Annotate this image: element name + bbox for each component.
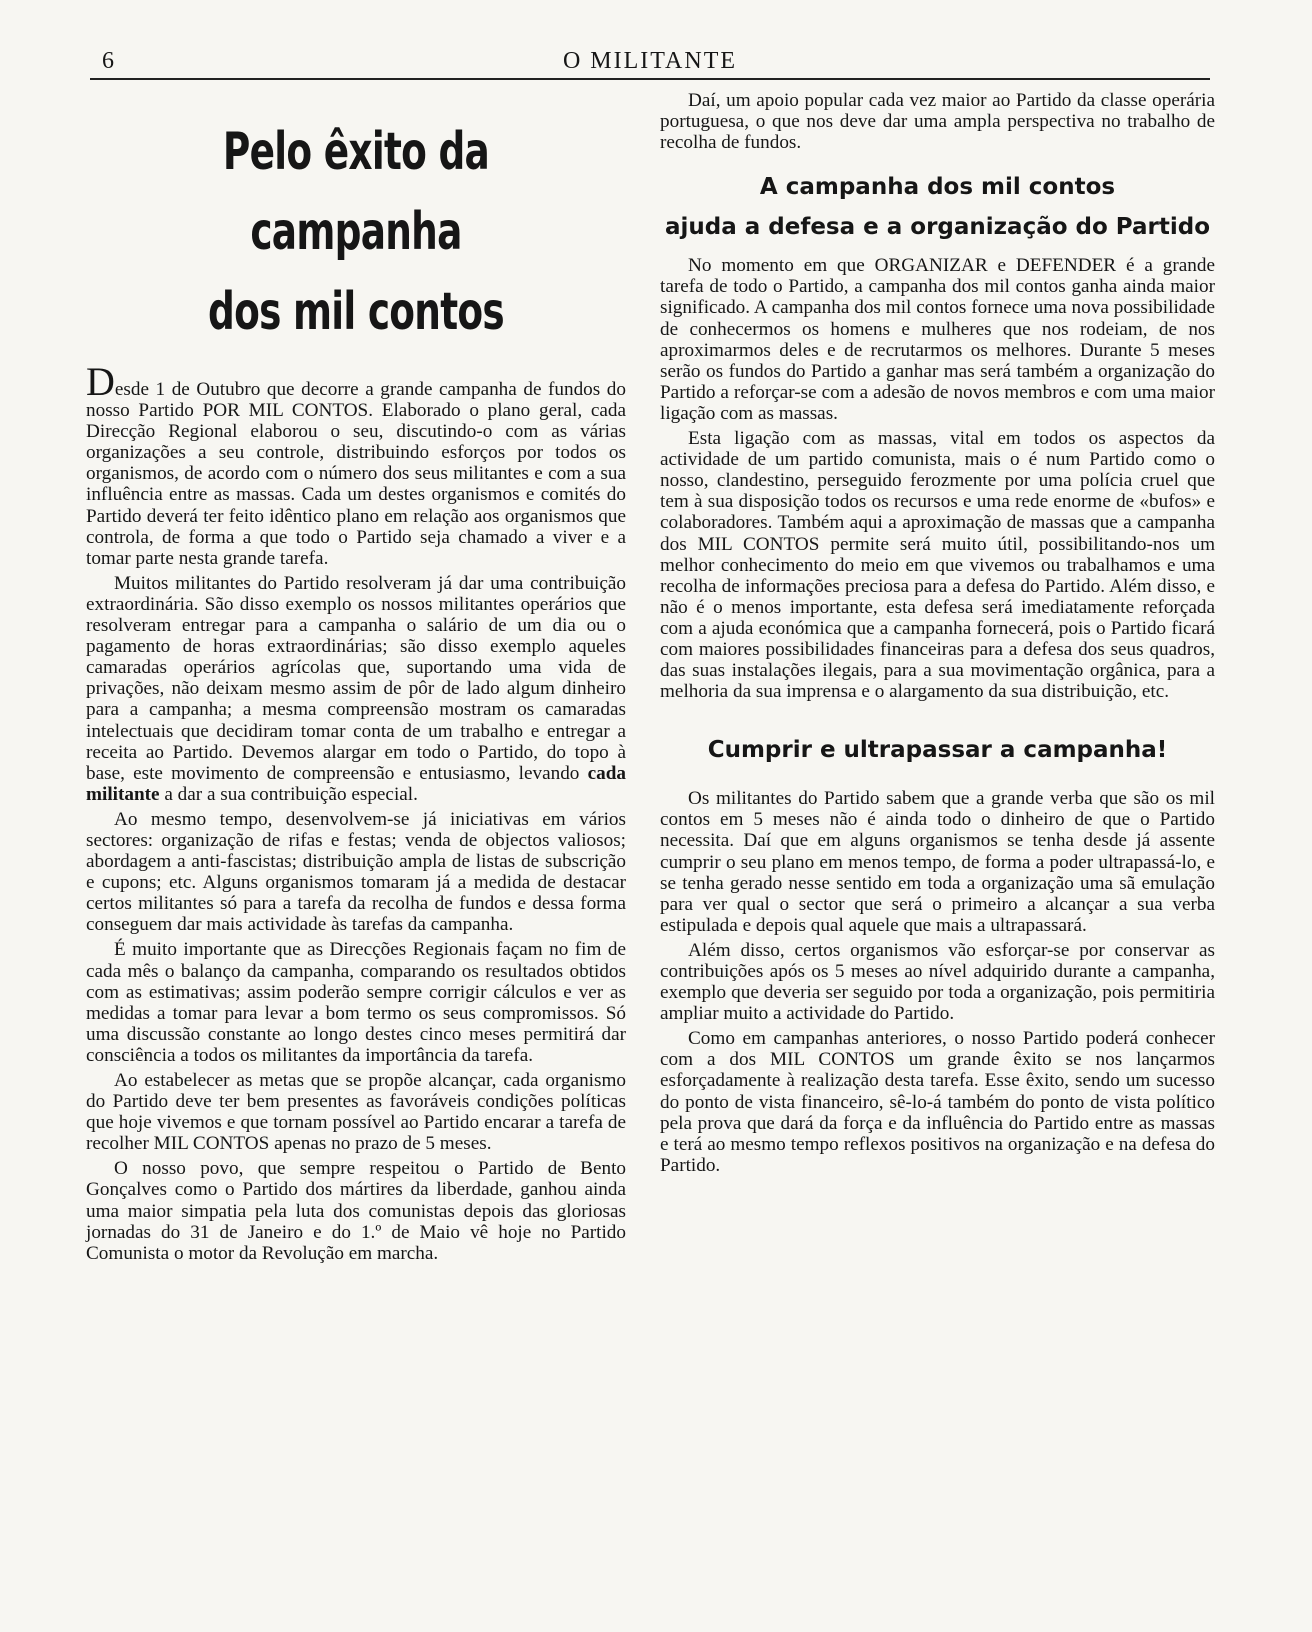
- paragraph-9: Esta ligação com as massas, vital em todos os aspectos da actividade de um partido comunista, mais o é num Partido como o nosso, clandestino, perseguido ferozmente por uma polícia cruel que tem à sua disposição todos os recursos e uma rede enorme de «bufos» e colaboradores. Também aqui a aproximação de massas que a campanha dos MIL CONTOS permite será muito útil, possibilitando-nos um melhor conhecimento do meio em que vivemos ou trabalhamos e uma recolha de informações preciosa para a defesa do Partido. Além disso, e não é o menos importante, esta defesa será imediatamente reforçada com a ajuda económica que a campanha fornecerá, pois o Partido ficará com maiores possibilidades financeiras para a defesa dos seus quadros, das suas instalações ilegais, para a sua movimentação orgânica, para a melhoria da sua imprensa e o alargamento da sua distribuição, etc.: [660, 428, 1215, 703]
- newspaper-name: O MILITANTE: [562, 48, 738, 74]
- paragraph-2: [86, 573, 626, 805]
- drop-cap: D: [86, 359, 115, 404]
- subheading-2-text: Cumprir e ultrapassar a campanha!: [707, 737, 1168, 764]
- headline-line-1: Pelo êxito da campanha: [222, 122, 490, 262]
- page-header: [90, 48, 1210, 84]
- paragraph-11: Além disso, certos organismos vão esforçar-se por conservar as contribuições após os 5 meses ao nível adquirido durante a campanha, exemplo que deveria ser seguido por toda a organização, pois permitiria ampliar muito a actividade do Partido.: [660, 939, 1215, 1025]
- paragraph-7: Daí, um apoio popular cada vez maior ao Partido da classe operária portuguesa, o que nos deve dar uma ampla perspectiva no trabalho de recolha de fundos.: [660, 90, 1215, 154]
- subheading-1-line-1: A campanha dos mil contos: [759, 174, 1116, 201]
- paragraph-4: É muito importante que as Direcções Regionais façam no fim de cada mês o balanço da campanha, comparando os resultados obtidos com as estimativas; assim poderão sempre corrigir cálculos e ver as medidas a tomar para levar a bom termo os seus compromissos. Só uma discussão constante ao longo destes cinco meses permitirá dar consciência a todos os militantes da importância da tarefa.: [86, 939, 626, 1066]
- paragraph-3: Ao mesmo tempo, desenvolvem-se já iniciativas em vários sectores: organização de rifas e festas; venda de objectos valiosos; abordagem a anti-fascistas; distribuição ampla de listas de subscrição e cupons; etc. Alguns organismos tomaram já a medida de destacar certos militantes só para a tarefa da recolha de fundos e dessa forma conseguem dar mais actividade às tarefas da campanha.: [86, 808, 626, 936]
- paragraph-2-text-b: a dar a sua contribuição especial.: [164, 783, 418, 805]
- page-number: 6: [102, 48, 114, 74]
- paragraph-1-text: esde 1 de Outubro que decorre a grande campanha de fundos do nosso Partido POR MIL CONTOS. Elaborado o plano geral, cada Direcção Regional elaborou o seu, discutindo-o com as várias organizações a seu controle, distribuindo esforços por todos os organismos, de acordo com o número dos seus militantes e com a sua influência entre as massas. Cada um destes organismos e comités do Partido deverá ter feito idêntico plano em relação aos organismos que controla, de forma a que todo o Partido seja chamado a viver e a tomar parte nesta grande tarefa.: [86, 379, 626, 569]
- paragraph-5: Ao estabelecer as metas que se propõe alcançar, cada organismo do Partido deve ter bem presentes as favoráveis condições políticas que hoje vivemos e que tornam possível ao Partido encarar a tarefa de recolher MIL CONTOS apenas no prazo de 5 meses.: [86, 1070, 626, 1155]
- paragraph-2-bold: cada militante: [86, 762, 627, 805]
- subheading-2: [660, 730, 1215, 770]
- subheading-1: [660, 167, 1215, 247]
- paragraph-12: Como em campanhas anteriores, o nosso Partido poderá conhecer com a dos MIL CONTOS um grande êxito se nos lançarmos esforçadamente à realização desta tarefa. Esse êxito, sendo um sucesso do ponto de vista financeiro, sê-lo-á também do ponto de vista político pela prova que dará da força e da influência do Partido entre as massas e terá ao mesmo tempo reflexos positivos na organização e na defesa do Partido.: [660, 1028, 1215, 1176]
- subheading-1-line-2: ajuda a defesa e a organização do Partido: [664, 214, 1211, 241]
- paragraph-10: Os militantes do Partido sabem que a grande verba que são os mil contos em 5 meses não é ainda todo o dinheiro de que o Partido necessita. Daí que em alguns organismos se tenha desde já assente cumprir o seu plano em menos tempo, de forma a poder ultrapassá-lo, e se tenha gerado nesse sentido em toda a organização uma sã emulação para ver qual o sector que será o primeiro a alcançar a sua verba estipulada e depois qual aquele que mais a ultrapassará.: [660, 788, 1215, 936]
- headline-line-2: dos mil contos: [208, 282, 504, 342]
- article-headline: [162, 112, 551, 352]
- paragraph-2-text-a: Muitos militantes do Partido resolveram já dar uma contribuição extraordinária. São disso exemplo os nossos militantes operários que resolveram entregar para a campanha o salário de um dia ou o pagamento de horas extraordinárias; são disso exemplo aqueles camaradas operários agrícolas que, suportando uma vida de privações, não deixam mesmo assim de pôr de lado algum dinheiro para a campanha; a mesma compreensão mostram os camaradas intelectuais que decidiram tomar conta de um trabalho e entregar a receita ao Partido. Devemos alargar em todo o Partido, do topo à base, este movimento de compreensão e entusiasmo, levando: [86, 572, 626, 784]
- paragraph-8: No momento em que ORGANIZAR e DEFENDER é a grande tarefa de todo o Partido, a campanha dos mil contos ganha ainda maior significado. A campanha dos mil contos fornece uma nova possibilidade de conhecermos os homens e mulheres que nos rodeiam, de nos aproximarmos deles e de recrutarmos os melhores. Durante 5 meses serão os fundos do Partido a ganhar mas será também a organização do Partido a reforçar-se com a adesão de novos membros e com uma maior ligação com as massas.: [660, 255, 1215, 424]
- left-column: [86, 90, 626, 1264]
- header-rule: [90, 78, 1210, 80]
- paragraph-6: O nosso povo, que sempre respeitou o Partido de Bento Gonçalves como o Partido dos mártires da liberdade, ganhou ainda uma maior simpatia pela luta dos comunistas depois das gloriosas jornadas do 31 de Janeiro e do 1.º de Maio vê hoje no Partido Comunista o motor da Revolução em marcha.: [86, 1158, 626, 1264]
- right-column: [660, 90, 1215, 1176]
- paragraph-1: [86, 359, 626, 569]
